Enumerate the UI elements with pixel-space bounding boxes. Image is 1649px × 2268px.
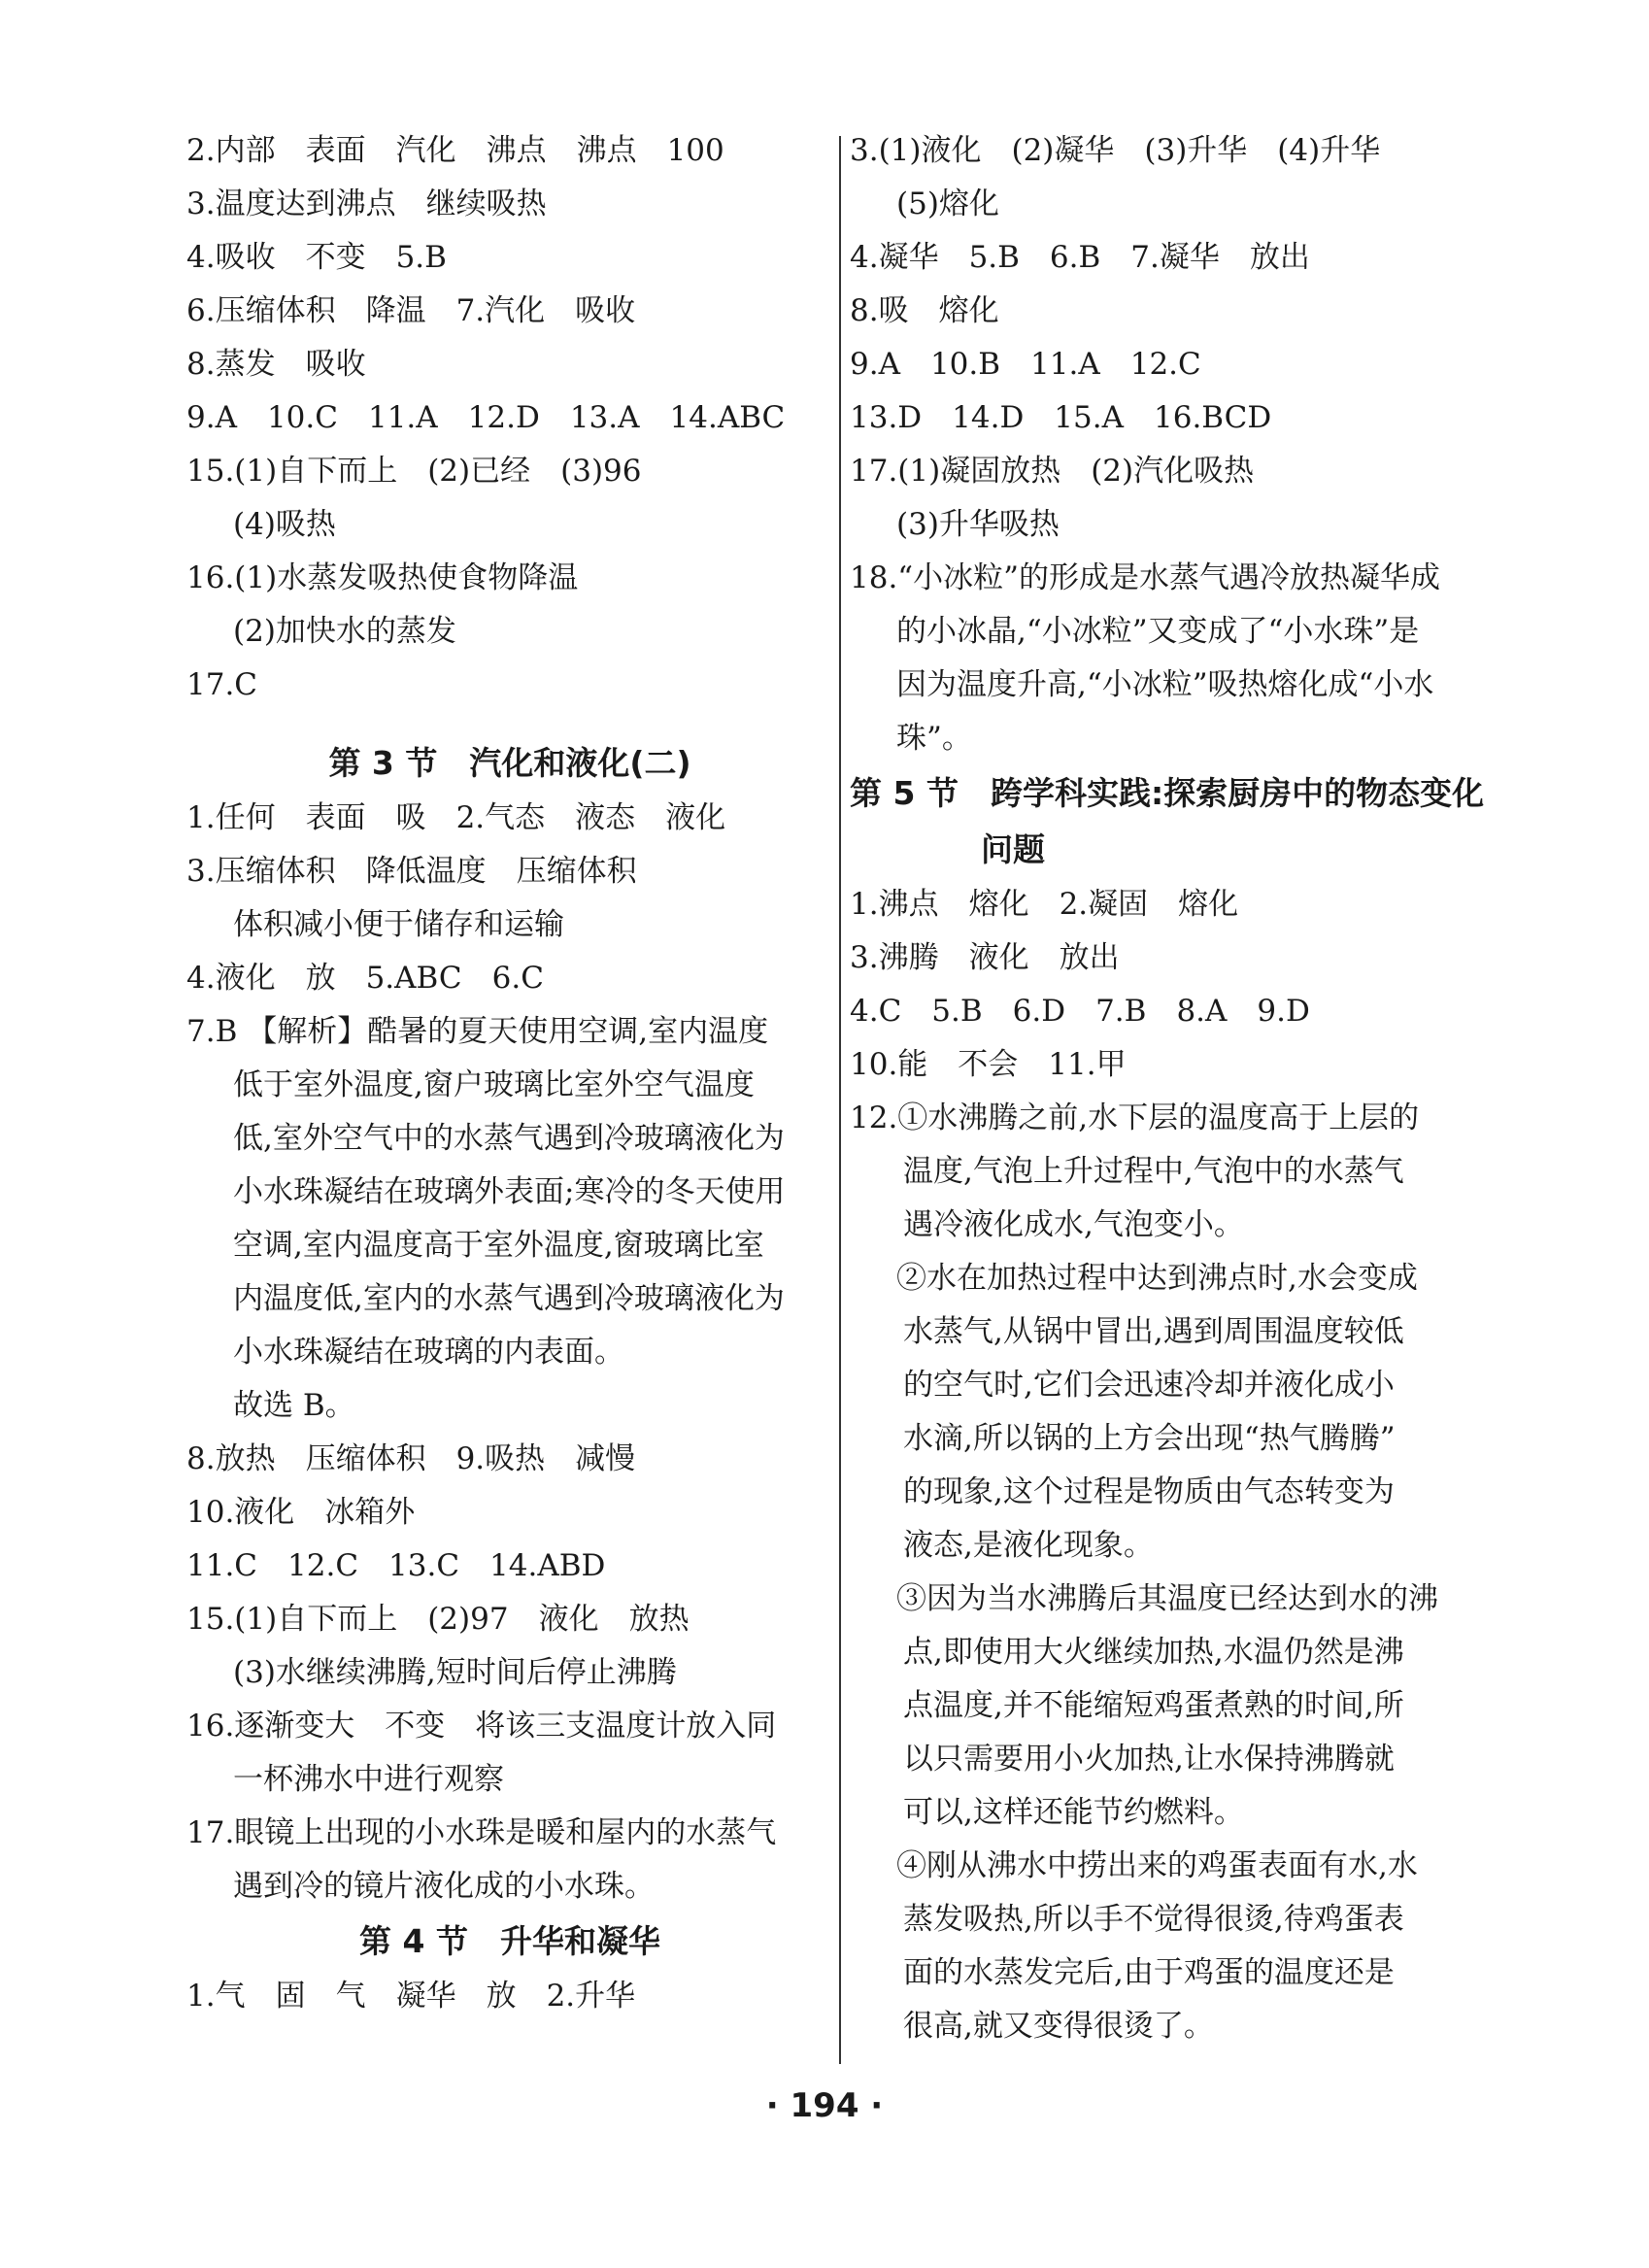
answer-line: 3.(1)液化 (2)凝华 (3)升华 (4)升华 (850, 133, 1381, 168)
answer-line: (4)吸热 (233, 507, 336, 542)
answer-line: ②水在加热过程中达到沸点时,水会变成 (896, 1261, 1418, 1296)
answer-line: 遇到冷的镜片液化成的小水珠。 (233, 1869, 655, 1904)
answer-line: 16.(1)水蒸发吸热使食物降温 (186, 560, 579, 595)
answer-line: 以只需要用小火加热,让水保持沸腾就 (903, 1742, 1395, 1777)
answer-line: (2)加快水的蒸发 (233, 614, 456, 649)
answer-line: (3)升华吸热 (896, 507, 1060, 542)
answer-line: 10.能 不会 11.甲 (850, 1047, 1127, 1082)
answer-line: ④刚从沸水中捞出来的鸡蛋表面有水,水 (896, 1848, 1418, 1883)
answer-line: 8.放热 压缩体积 9.吸热 减慢 (186, 1441, 636, 1476)
answer-line: 4.吸收 不变 5.B (186, 240, 447, 275)
answer-line: 因为温度升高,“小冰粒”吸热熔化成“小水 (896, 667, 1434, 702)
answer-line: 液态,是液化现象。 (903, 1528, 1154, 1563)
answer-line: 17.C (186, 667, 258, 702)
answer-line: 10.液化 冰箱外 (186, 1495, 416, 1530)
answer-line: 可以,这样还能节约燃料。 (903, 1795, 1244, 1830)
answer-line: 15.(1)自下而上 (2)97 液化 放热 (186, 1602, 690, 1637)
answer-line: 4.C 5.B 6.D 7.B 8.A 9.D (850, 994, 1310, 1029)
section-5-title-continued: 问题 (981, 830, 1045, 868)
answer-line: 小水珠凝结在玻璃外表面;寒冷的冬天使用 (233, 1174, 786, 1209)
left-column (186, 124, 833, 2023)
answer-line: 的空气时,它们会迅速冷却并液化成小 (903, 1368, 1395, 1403)
answer-line: 3.沸腾 液化 放出 (850, 940, 1120, 975)
answer-line: 体积减小便于储存和运输 (233, 907, 564, 942)
answer-line: 12.①水沸腾之前,水下层的温度高于上层的 (850, 1100, 1420, 1135)
column-divider (839, 136, 841, 2064)
answer-line: ③因为当水沸腾后其温度已经达到水的沸 (896, 1581, 1438, 1616)
answer-line: 遇冷液化成水,气泡变小。 (903, 1207, 1244, 1242)
section-5-title: 第 5 节 跨学科实践:探索厨房中的物态变化 (850, 774, 1485, 812)
answer-line: 8.蒸发 吸收 (186, 347, 366, 382)
answer-line: 很高,就又变得很烫了。 (903, 2009, 1214, 2044)
answer-line: 18.“小冰粒”的形成是水蒸气遇冷放热凝华成 (850, 560, 1440, 595)
answer-line: 8.吸 熔化 (850, 293, 999, 328)
answer-line: 1.沸点 熔化 2.凝固 熔化 (850, 887, 1239, 922)
answer-line: 温度,气泡上升过程中,气泡中的水蒸气 (903, 1154, 1404, 1189)
answer-line: 11.C 12.C 13.C 14.ABD (186, 1548, 606, 1583)
answer-line: 4.凝华 5.B 6.B 7.凝华 放出 (850, 240, 1310, 275)
answer-line: 蒸发吸热,所以手不觉得很烫,待鸡蛋表 (903, 1902, 1404, 1937)
answer-line: 7.B 【解析】酷暑的夏天使用空调,室内温度 (186, 1014, 769, 1049)
answer-line: (5)熔化 (896, 186, 999, 221)
answer-line: 1.气 固 气 凝华 放 2.升华 (186, 1979, 636, 2014)
answer-line: 3.温度达到沸点 继续吸热 (186, 186, 547, 221)
answer-line: 点温度,并不能缩短鸡蛋煮熟的时间,所 (903, 1688, 1404, 1723)
answer-line: 低,室外空气中的水蒸气遇到冷玻璃液化为 (233, 1121, 785, 1156)
answer-line: 一杯沸水中进行观察 (233, 1762, 504, 1797)
answer-line: 的小冰晶,“小冰粒”又变成了“小水珠”是 (896, 614, 1420, 649)
answer-line: 内温度低,室内的水蒸气遇到冷玻璃液化为 (233, 1281, 785, 1316)
page-number: · 194 · (765, 2086, 884, 2125)
answer-line: (3)水继续沸腾,短时间后停止沸腾 (233, 1655, 677, 1690)
answer-line: 17.眼镜上出现的小水珠是暖和屋内的水蒸气 (186, 1815, 777, 1850)
answer-line: 2.内部 表面 汽化 沸点 沸点 100 (186, 133, 724, 168)
answer-line: 15.(1)自下而上 (2)已经 (3)96 (186, 454, 642, 489)
right-column (850, 124, 1491, 2053)
section-4-title: 第 4 节 升华和凝华 (359, 1922, 660, 1960)
answer-line: 空调,室内温度高于室外温度,窗玻璃比室 (233, 1228, 764, 1263)
answer-line: 9.A 10.B 11.A 12.C (850, 347, 1201, 382)
answer-line: 珠”。 (896, 721, 972, 756)
answer-line: 13.D 14.D 15.A 16.BCD (850, 400, 1272, 435)
answer-line: 点,即使用大火继续加热,水温仍然是沸 (903, 1635, 1404, 1670)
answer-line: 17.(1)凝固放热 (2)汽化吸热 (850, 454, 1255, 489)
answer-line: 1.任何 表面 吸 2.气态 液态 液化 (186, 800, 726, 835)
answer-line: 3.压缩体积 降低温度 压缩体积 (186, 854, 637, 889)
answer-line: 小水珠凝结在玻璃的内表面。 (233, 1335, 624, 1370)
answer-line: 16.逐渐变大 不变 将该三支温度计放入同 (186, 1709, 777, 1743)
answer-line: 6.压缩体积 降温 7.汽化 吸收 (186, 293, 636, 328)
answer-line: 故选 B。 (233, 1388, 355, 1423)
answer-line: 水蒸气,从锅中冒出,遇到周围温度较低 (903, 1314, 1404, 1349)
answer-line: 低于室外温度,窗户玻璃比室外空气温度 (233, 1067, 755, 1102)
answer-line: 9.A 10.C 11.A 12.D 13.A 14.ABC (186, 400, 786, 435)
answer-line: 4.液化 放 5.ABC 6.C (186, 961, 544, 996)
answer-line: 的现象,这个过程是物质由气态转变为 (903, 1474, 1395, 1509)
answer-line: 面的水蒸发完后,由于鸡蛋的温度还是 (903, 1955, 1395, 1990)
section-3-title: 第 3 节 汽化和液化(二) (328, 744, 691, 782)
answer-line: 水滴,所以锅的上方会出现“热气腾腾” (903, 1421, 1396, 1456)
